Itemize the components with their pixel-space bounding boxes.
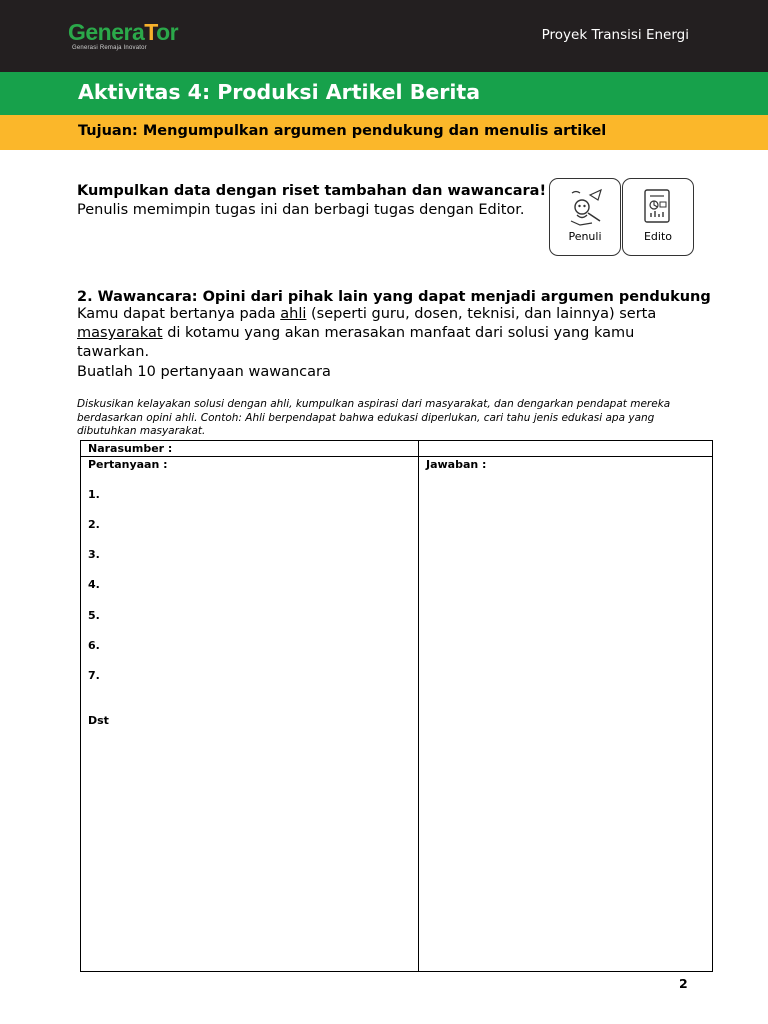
questions-label: Pertanyaan :: [88, 458, 168, 471]
question-number: 2.: [88, 518, 100, 531]
question-number: 4.: [88, 578, 100, 591]
interview-heading: 2. Wawancara: Opini dari pihak lain yang dapat menjadi argumen pendukung: [77, 289, 711, 305]
question-number: 6.: [88, 639, 100, 652]
title-bar: [0, 72, 768, 115]
generator-logo: [68, 20, 178, 52]
source-value-cell[interactable]: [419, 441, 713, 457]
interview-table: [80, 440, 713, 972]
writer-icon: [568, 187, 604, 227]
editor-icon: [641, 187, 675, 227]
role-card-writer: [549, 178, 621, 256]
question-etc: Dst: [88, 714, 109, 727]
discussion-note: Diskusikan kelayakan solusi dengan ahli, kumpulkan aspirasi dari masyarakat, dan dengarkan pendapat mereka berdasarkan opini ahli. Contoh: Ahli berpendapat bahwa edukasi diperlukan, cari tahu jenis edukasi apa yang dibutuhkan masyarakat.: [77, 398, 671, 437]
project-name: Proyek Transisi Energi: [541, 27, 689, 43]
question-number: 1.: [88, 488, 100, 501]
role-label-writer: Penuli: [568, 230, 602, 243]
answers-label: Jawaban :: [426, 458, 487, 471]
role-label-editor: Edito: [643, 230, 673, 243]
answers-cell[interactable]: [419, 457, 713, 972]
intro-body: Penulis memimpin tugas ini dan berbagi tugas dengan Editor.: [77, 202, 525, 218]
goal-bar: [0, 115, 768, 150]
source-cell[interactable]: [81, 441, 419, 457]
question-number: 3.: [88, 548, 100, 561]
goal-text: Tujuan: Mengumpulkan argumen pendukung dan menulis artikel: [78, 123, 607, 139]
question-number: 5.: [88, 609, 100, 622]
interview-line-3: tawarkan.: [77, 344, 150, 360]
interview-instruction: Buatlah 10 pertanyaan wawancara: [77, 364, 331, 380]
page-number: 2: [679, 976, 688, 991]
activity-title: Aktivitas 4: Produksi Artikel Berita: [78, 80, 481, 104]
questions-cell[interactable]: [81, 457, 419, 972]
top-header-bar: [0, 0, 768, 72]
source-label: Narasumber :: [88, 442, 173, 455]
logo-wordmark: GeneraTor: [68, 19, 179, 45]
role-card-editor: [622, 178, 694, 256]
community-term: masyarakat: [77, 325, 163, 341]
question-number: 7.: [88, 669, 100, 682]
interview-line-1: Kamu dapat bertanya pada ahli (seperti guru, dosen, teknisi, dan lainnya) serta: [77, 306, 657, 322]
logo-tagline: Generasi Remaja Inovator: [72, 45, 147, 51]
expert-term: ahli: [280, 306, 307, 322]
interview-line-2: masyarakat di kotamu yang akan merasakan manfaat dari solusi yang kamu: [77, 325, 635, 341]
intro-heading: Kumpulkan data dengan riset tambahan dan wawancara!: [77, 183, 547, 199]
